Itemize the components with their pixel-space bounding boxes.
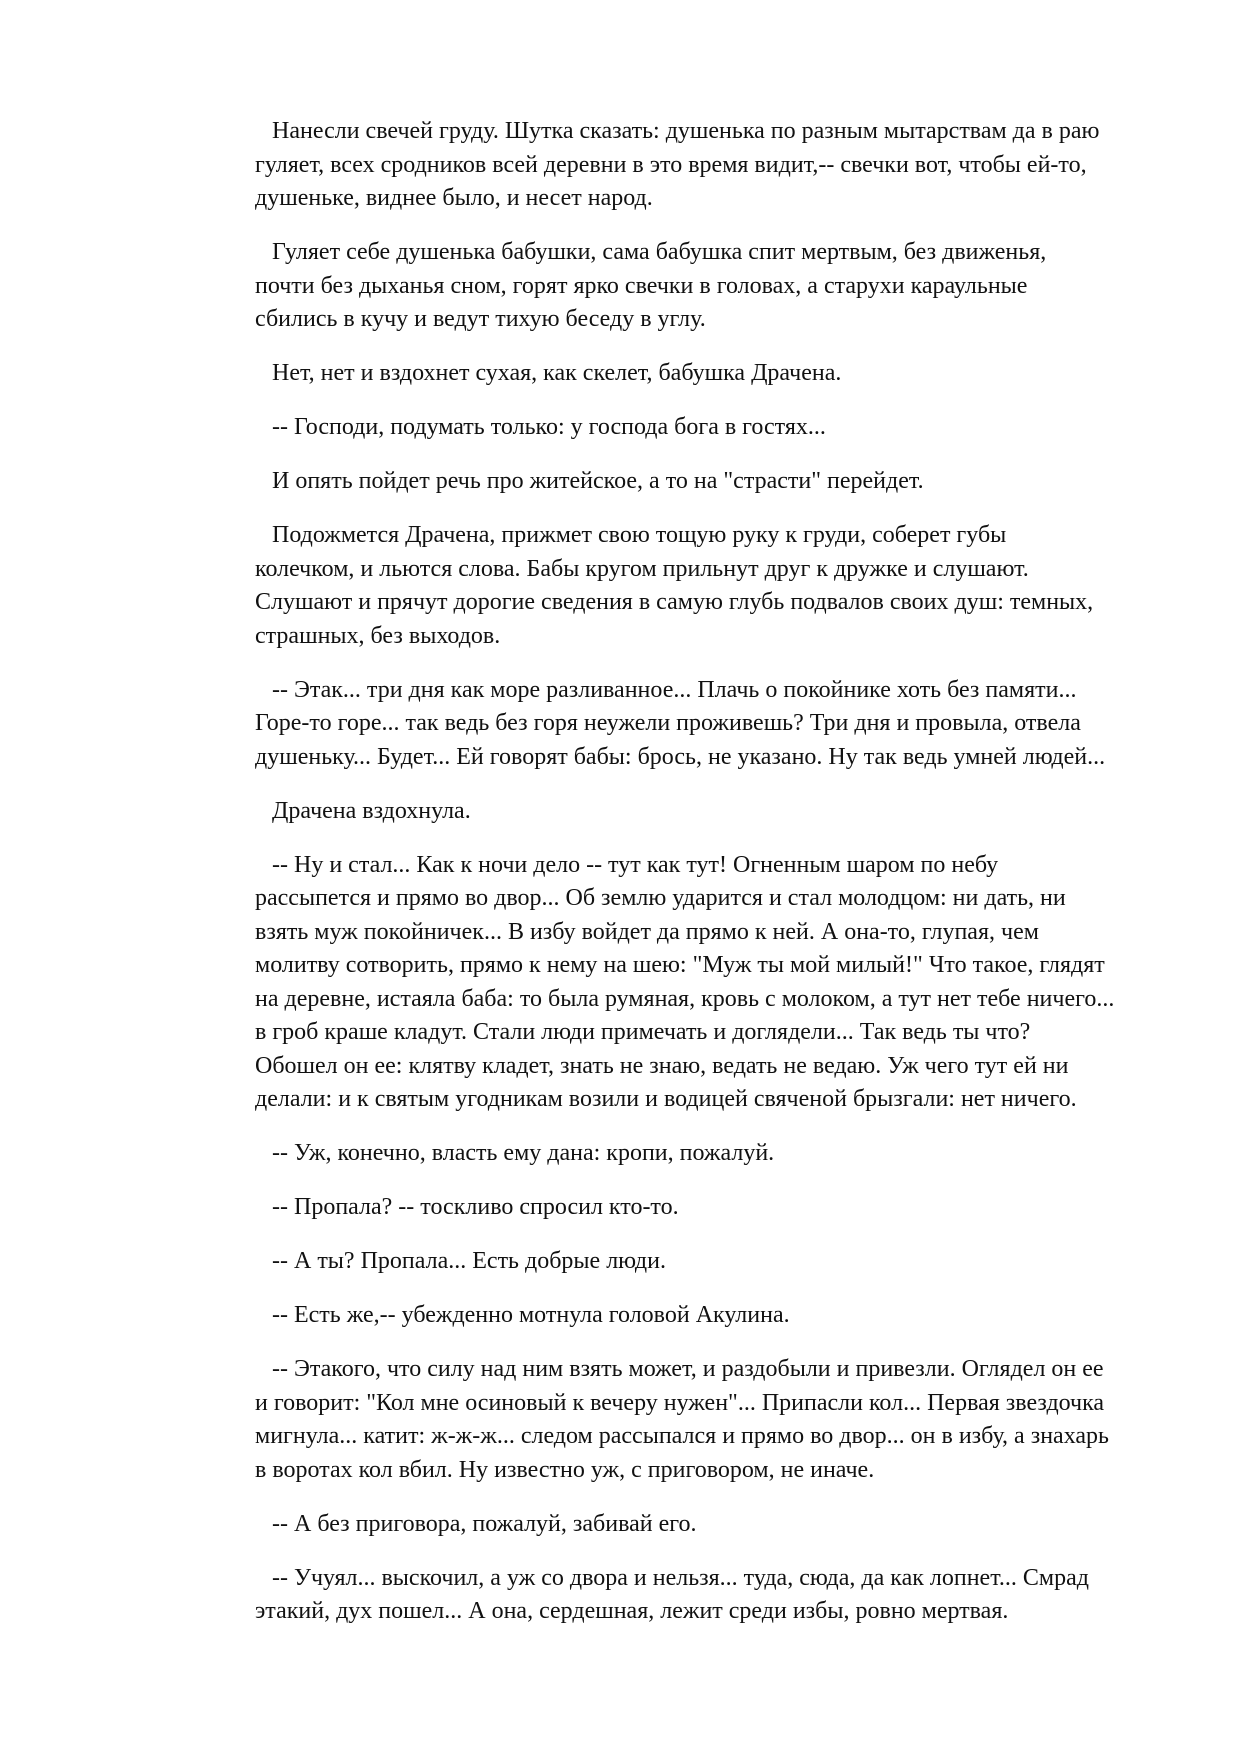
text-line: Слушают и прячут дорогие сведения в самую глубь подвалов своих душ: темных, [255,589,1094,615]
text-line: душеньке, виднее было, и несет народ. [255,185,653,211]
text-line: -- А ты? Пропала... Есть добрые люди. [272,1248,666,1274]
text-line: Нет, нет и вздохнет сухая, как скелет, бабушка Драчена. [272,360,842,386]
paragraph [255,1245,1165,1279]
text-line: мигнула... катит: ж-ж-ж... следом рассыпался и прямо во двор... он в избу, а знахарь [255,1423,1109,1449]
paragraph [255,1562,1165,1629]
text-line: сбились в кучу и ведут тихую беседу в углу. [255,306,706,332]
text-line: Подожмется Драчена, прижмет свою тощую руку к груди, соберет губы [272,522,1007,548]
text-line: -- Господи, подумать только: у господа бога в гостях... [272,414,826,440]
text-line: этакий, дух пошел... А она, сердешная, лежит среди избы, ровно мертвая. [255,1598,1009,1624]
text-line: взять муж покойничек... В избу войдет да прямо к ней. А она-то, глупая, чем [255,918,1039,945]
text-line: страшных, без выходов. [255,622,501,649]
text-line: И опять пойдет речь про житейское, а то на "страсти" перейдет. [272,468,924,494]
text-line: делали: и к святым угодникам возили и водицей свяченой брызгали: нет ничего. [255,1086,1077,1112]
paragraph [255,1299,1165,1333]
text-line: гуляет, всех сродников всей деревни в это время видит,-- свечки вот, чтобы ей-то, [255,151,1087,178]
text-line: -- Ну и стал... Как к ночи дело -- тут как тут! Огненным шаром по небу [272,851,999,878]
text-line: душеньку... Будет... Ей говорят бабы: брось, не указано. Ну так ведь умней людей... [255,743,1106,770]
text-line: колечком, и льются слова. Бабы кругом прильнут друг к дружке и слушают. [255,555,1029,582]
text-line: -- Уж, конечно, власть ему дана: кропи, пожалуй. [272,1140,775,1166]
paragraph [255,1191,1165,1225]
text-line: рассыпется и прямо во двор... Об землю ударится и стал молодцом: ни дать, ни [255,885,1066,911]
text-line: -- Учуял... выскочил, а уж со двора и нельзя... туда, сюда, да как лопнет... Смрад [272,1564,1089,1591]
paragraph [255,357,1165,391]
text-line: Обошел он ее: клятву кладет, знать не знаю, ведать не ведаю. Уж чего тут ей ни [255,1052,1069,1079]
paragraph [255,519,1165,653]
paragraph [255,674,1165,775]
text-line: Гуляет себе душенька бабушки, сама бабушка спит мертвым, без движенья, [272,239,1047,265]
paragraph [255,1508,1165,1542]
paragraph [255,465,1165,499]
text-line: в гроб краше кладут. Стали люди примечать и доглядели... Так ведь ты что? [255,1019,1031,1045]
paragraph [255,849,1165,1117]
text-line: Драчена вздохнула. [272,797,471,824]
text-line: и говорит: "Кол мне осиновый к вечеру нужен"... Припасли кол... Первая звездочка [255,1389,1105,1416]
paragraph [255,236,1165,337]
text-line: -- А без приговора, пожалуй, забивай его. [272,1510,697,1537]
document-page [255,115,1165,1649]
paragraph [255,411,1165,445]
text-line: на деревне, истаяла баба: то была румяная, кровь с молоком, а тут нет тебе ничего... [255,985,1115,1012]
text-line: Нанесли свечей груду. Шутка сказать: душенька по разным мытарствам да в раю [272,118,1100,144]
text-line: в воротах кол вбил. Ну известно уж, с приговором, не иначе. [255,1456,875,1483]
text-line: -- Пропала? -- тоскливо спросил кто-то. [272,1194,679,1220]
paragraph [255,795,1165,829]
text-line: почти без дыханья сном, горят ярко свечки в головах, а старухи караульные [255,272,1028,299]
paragraph [255,1353,1165,1487]
text-line: Горе-то горе... так ведь без горя неужели проживешь? Три дня и провыла, отвела [255,710,1081,736]
text-line: -- Этак... три дня как море разливанное... Плачь о покойнике хоть без памяти... [272,676,1077,703]
text-line: -- Этакого, что силу над ним взять может, и раздобыли и привезли. Оглядел он ее [272,1356,1104,1382]
paragraph [255,1137,1165,1171]
text-line: -- Есть же,-- убежденно мотнула головой Акулина. [272,1302,790,1328]
text-line: молитву сотворить, прямо к нему на шею: "Муж ты мой милый!" Что такое, глядят [255,952,1105,978]
paragraph [255,115,1165,216]
